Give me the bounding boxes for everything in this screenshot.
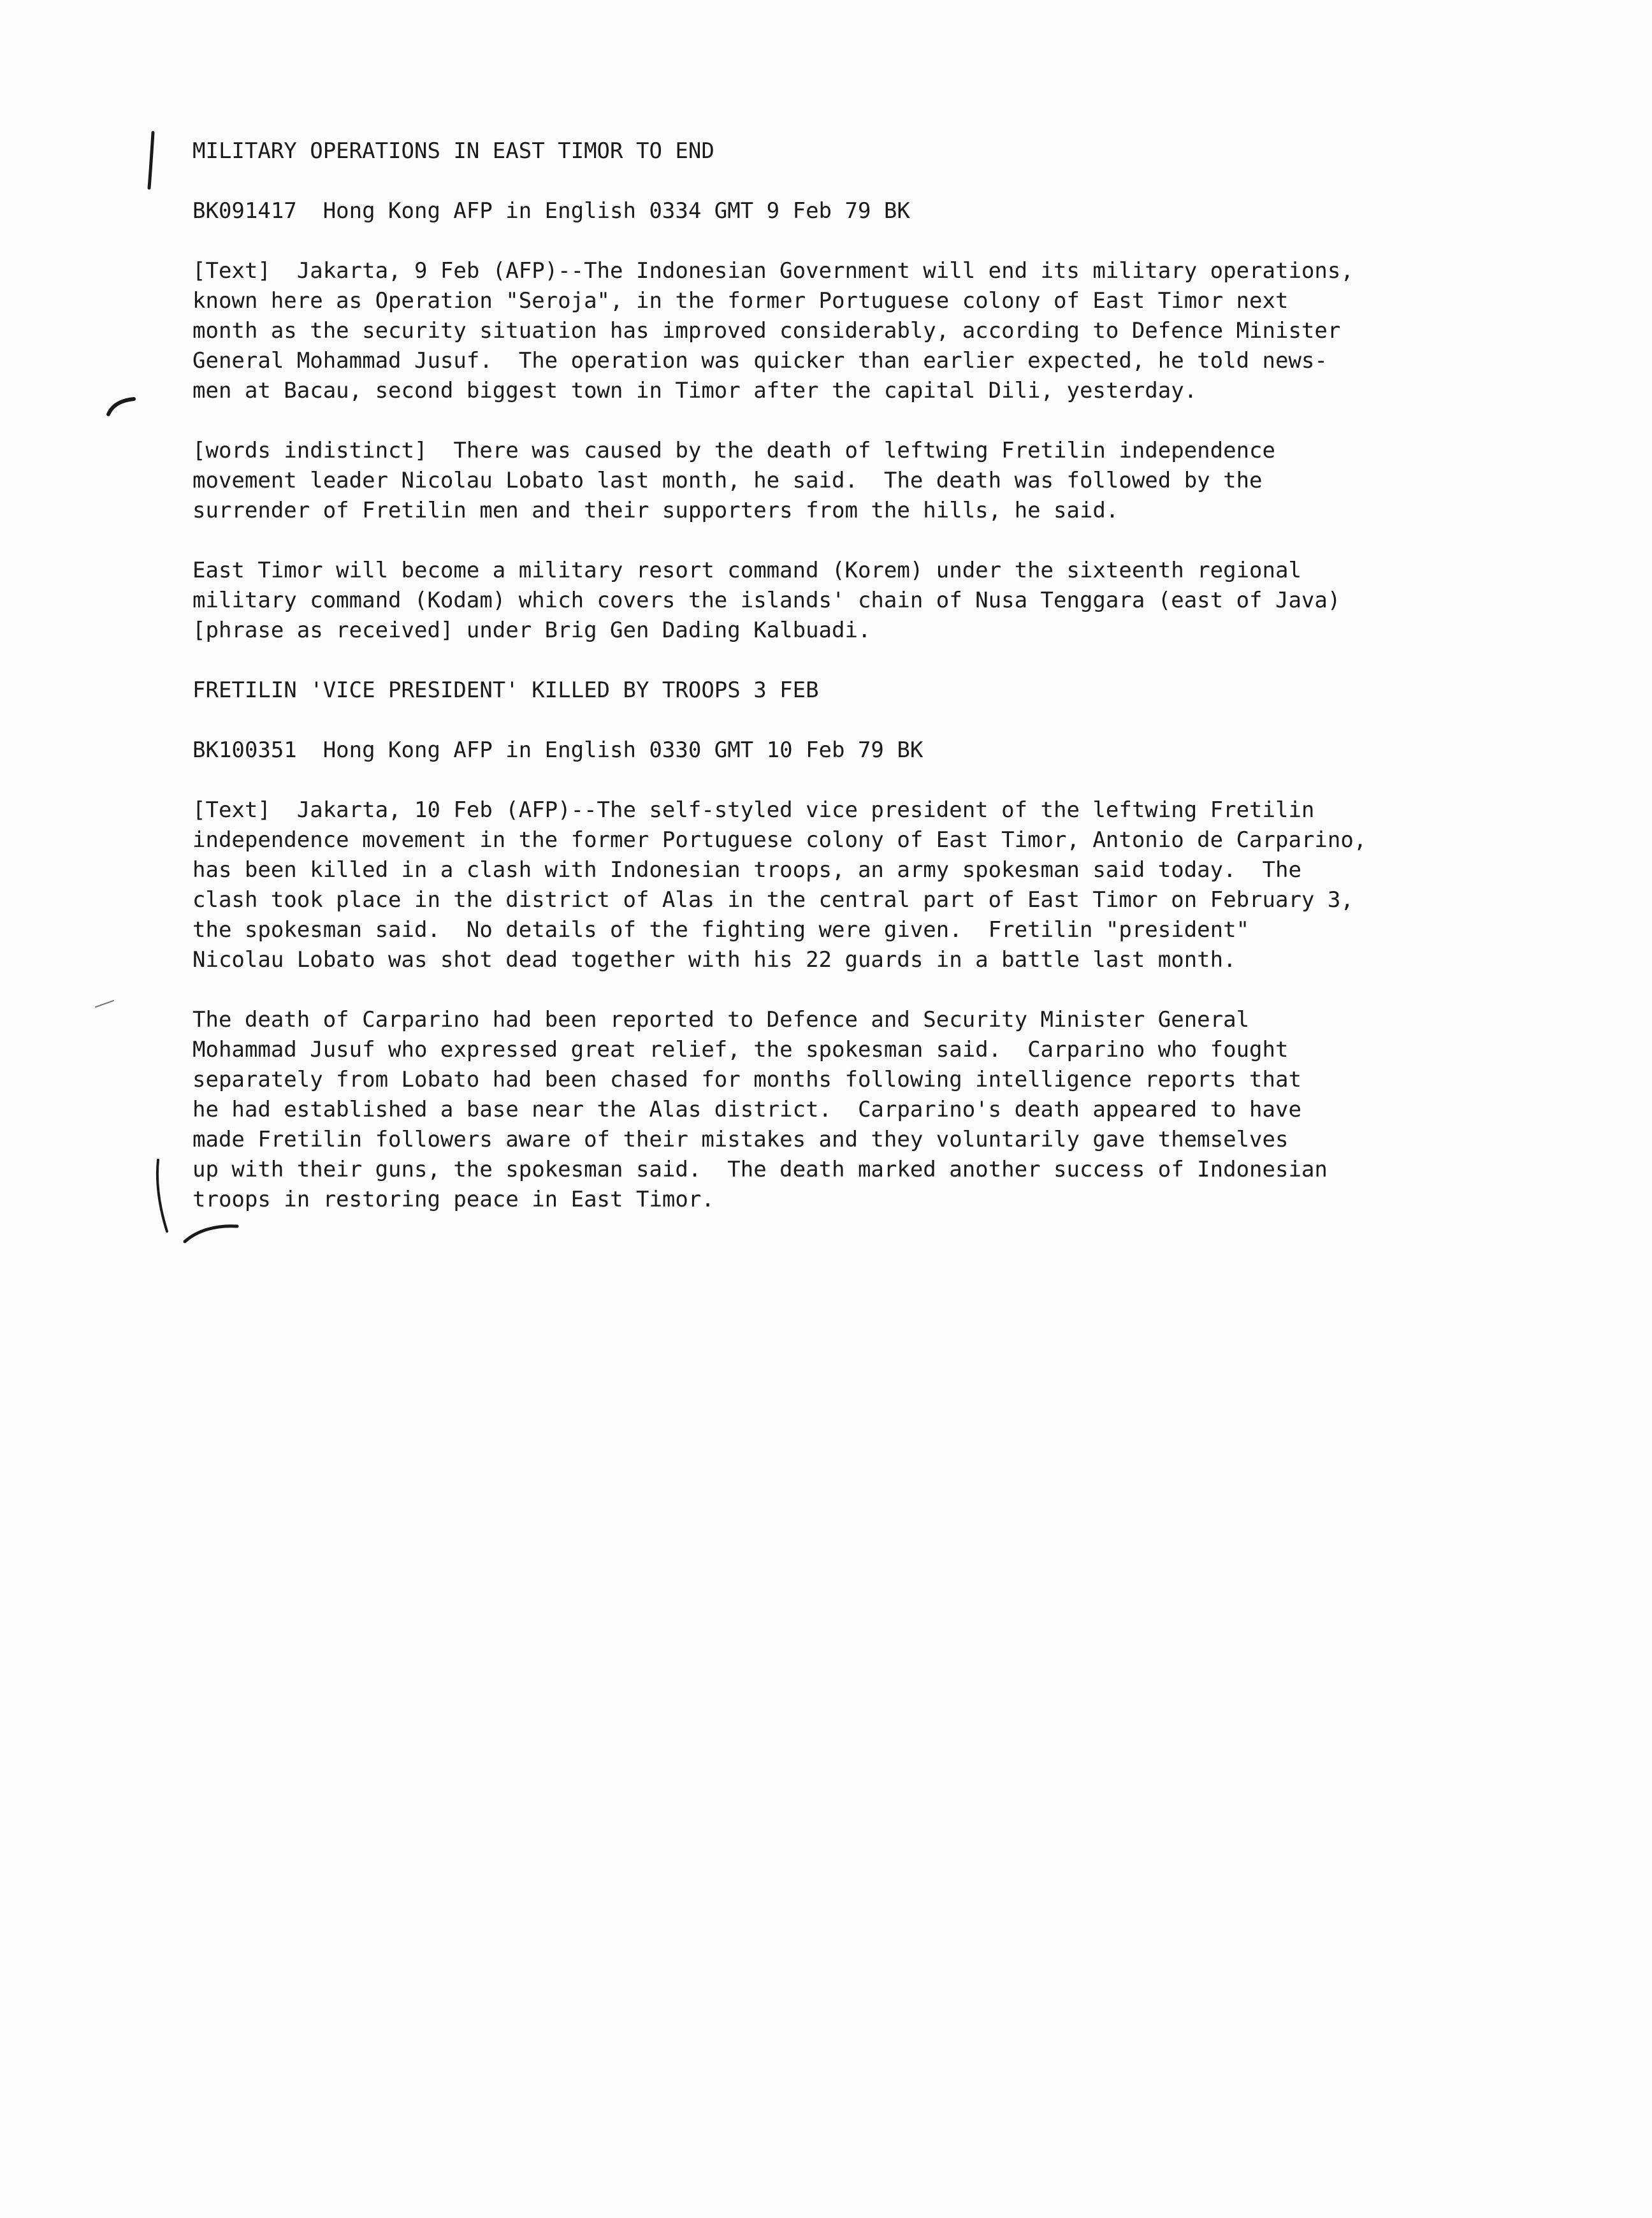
text-line: surrender of Fretilin men and their supporters from the hills, he said. <box>192 498 1119 523</box>
document-body <box>192 136 1467 1215</box>
article-headline: FRETILIN 'VICE PRESIDENT' KILLED BY TROOPS 3 FEB <box>192 678 819 703</box>
text-line: separately from Lobato had been chased for months following intelligence reports that <box>192 1067 1301 1092</box>
text-line: Nicolau Lobato was shot dead together with his 22 guards in a battle last month. <box>192 947 1236 973</box>
article <box>192 136 1467 676</box>
article-dateline: BK100351 Hong Kong AFP in English 0330 GMT 10 Feb 79 BK <box>192 737 924 763</box>
text-line: [Text] Jakarta, 9 Feb (AFP)--The Indonesian Government will end its military operations, <box>192 258 1354 284</box>
article-paragraph <box>192 795 1467 975</box>
text-line: Mohammad Jusuf who expressed great relief, the spokesman said. Carparino who fought <box>192 1037 1289 1062</box>
margin-mark-underline-stroke <box>185 1226 237 1242</box>
text-line: [phrase as received] under Brig Gen Dading Kalbuadi. <box>192 618 871 643</box>
text-line: [Text] Jakarta, 10 Feb (AFP)--The self-styled vice president of the leftwing Fretilin <box>192 797 1315 823</box>
text-line: General Mohammad Jusuf. The operation was quicker than earlier expected, he told news- <box>192 348 1328 373</box>
text-line: troops in restoring peace in East Timor. <box>192 1187 714 1212</box>
margin-mark-hook <box>108 399 134 414</box>
text-line: month as the security situation has improved considerably, according to Defence Minister <box>192 318 1341 344</box>
text-line: made Fretilin followers aware of their mistakes and they voluntarily gave themselves <box>192 1127 1289 1152</box>
text-line: has been killed in a clash with Indonesian troops, an army spokesman said today. The <box>192 857 1301 883</box>
text-line: independence movement in the former Portuguese colony of East Timor, Antonio de Carparino, <box>192 827 1367 853</box>
text-line: The death of Carparino had been reported to Defence and Security Minister General <box>192 1007 1250 1033</box>
article-paragraph <box>192 1005 1467 1215</box>
text-line: military command (Kodam) which covers the islands' chain of Nusa Tenggara (east of Java) <box>192 588 1341 613</box>
article-paragraph <box>192 436 1467 526</box>
text-line: [words indistinct] There was caused by the death of leftwing Fretilin independence <box>192 438 1275 463</box>
text-line: East Timor will become a military resort command (Korem) under the sixteenth regional <box>192 558 1301 583</box>
text-line: known here as Operation "Seroja", in the former Portuguese colony of East Timor next <box>192 288 1289 314</box>
text-line: up with their guns, the spokesman said. The death marked another success of Indonesian <box>192 1157 1328 1182</box>
article-paragraph <box>192 556 1467 646</box>
article <box>192 676 1467 1215</box>
margin-mark-dash <box>96 1001 113 1007</box>
article-headline: MILITARY OPERATIONS IN EAST TIMOR TO END <box>192 138 714 164</box>
text-line: men at Bacau, second biggest town in Timor after the capital Dili, yesterday. <box>192 378 1198 403</box>
article-paragraph <box>192 256 1467 406</box>
text-line: clash took place in the district of Alas in the central part of East Timor on February 3, <box>192 887 1354 913</box>
text-line: he had established a base near the Alas district. Carparino's death appeared to have <box>192 1097 1301 1122</box>
text-line: movement leader Nicolau Lobato last month, he said. The death was followed by the <box>192 468 1263 493</box>
margin-mark-top-bracket <box>149 133 153 188</box>
article-dateline: BK091417 Hong Kong AFP in English 0334 GMT 9 Feb 79 BK <box>192 198 910 224</box>
text-line: the spokesman said. No details of the fighting were given. Fretilin "president" <box>192 917 1250 943</box>
margin-mark-bottom-bracket <box>157 1160 167 1231</box>
